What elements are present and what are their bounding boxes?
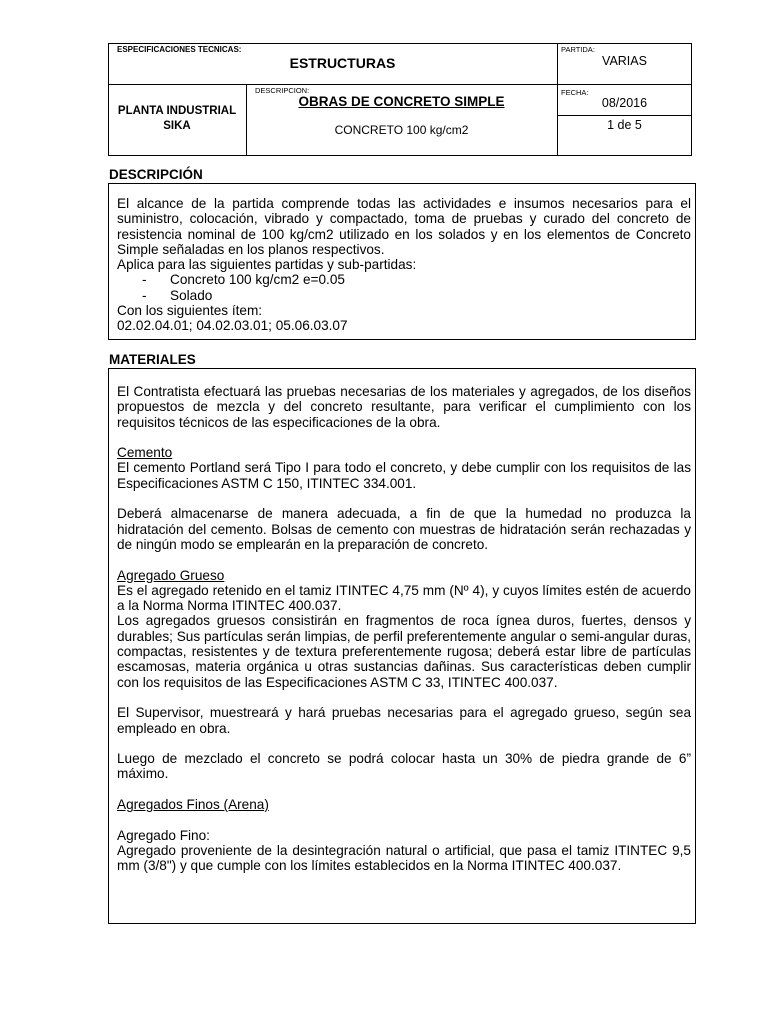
spacer <box>117 782 691 797</box>
header-date-divider <box>557 115 692 116</box>
bullet-text: Solado <box>170 287 213 303</box>
agregado-grueso-paragraph-2: Los agregados gruesos consistirán en fragmentos de roca ígnea duros, fuertes, densos y durables; Sus partículas serán limpias, de perfil preferentemente angular o semi-angular duras, compactas, resistentes y de textura preferentemente rugosa; deberá estar libre de partículas escamosas, materia orgánica u otras sustancias dañinas. Sus características deben cumplir con los requisitos de las Especificaciones ASTM C 33, ITINTEC 400.037. <box>117 613 691 690</box>
fecha-label: FECHA: <box>561 88 589 97</box>
descripcion-title: OBRAS DE CONCRETO SIMPLE <box>298 94 505 109</box>
spacer <box>117 812 691 827</box>
agregado-grueso-paragraph-4: Luego de mezclado el concreto se podrá colocar hasta un 30% de piedra grande de 6” máximo. <box>117 751 691 782</box>
partida-value: VARIAS <box>602 54 647 68</box>
plant-name <box>108 104 246 134</box>
spacer <box>117 430 691 445</box>
spacer <box>117 491 691 506</box>
materiales-content <box>117 384 691 874</box>
items-list: 02.02.04.01; 04.02.03.01; 05.06.03.07 <box>117 318 348 334</box>
fecha-value: 08/2016 <box>601 96 648 110</box>
plant-line2: SIKA <box>163 120 191 132</box>
bullet-text: Concreto 100 kg/cm2 e=0.05 <box>170 272 345 288</box>
agregado-fino-paragraph: Agregado proveniente de la desintegración natural o artificial, que pasa el tamiz ITINTEC 9,5 mm (3/8") y que cumple con los límites establecidos en la Norma ITINTEC 400.037. <box>117 842 691 874</box>
page-info: 1 de 5 <box>607 118 642 132</box>
agregado-grueso-paragraph-1: Es el agregado retenido en el tamiz ITINTEC 4,75 mm (Nº 4), y cuyos límites estén de acuerdo a la Norma Norma ITINTEC 400.037. <box>117 582 691 614</box>
cemento-title: Cemento <box>117 445 173 461</box>
descripcion-heading: DESCRIPCIÓN <box>109 167 203 182</box>
descripcion-paragraph: El alcance de la partida comprende todas las actividades e insumos necesarios para el suministro, colocación, vibrado y compactado, toma de pruebas y curado del concreto de resistencia nominal de 100 kg/cm2 utilizado en los solados y en los elementos de Concreto Simple señaladas en los planos respectivos. <box>117 196 691 257</box>
spacer <box>117 736 691 751</box>
agregado-grueso-title: Agregado Grueso <box>117 567 225 583</box>
partida-label: PARTIDA: <box>561 45 595 54</box>
descripcion-content <box>117 196 691 334</box>
spacer <box>117 690 691 705</box>
spacer <box>117 552 691 567</box>
cemento-paragraph-2: Deberá almacenarse de manera adecuada, a fin de que la humedad no produzca la hidratación del cemento. Bolsas de cemento con muestras de hidratación serán rechazadas y de ningún modo se emplearán en la preparación de concreto. <box>117 506 691 552</box>
descripcion-subtitle: CONCRETO 100 kg/cm2 <box>334 123 469 137</box>
materiales-heading: MATERIALES <box>109 352 196 367</box>
plant-line1: PLANTA INDUSTRIAL <box>117 105 237 117</box>
list-item <box>117 272 691 287</box>
header-row-divider <box>108 84 692 85</box>
descripcion-label: DESCRIPCION: <box>255 86 310 95</box>
agregado-grueso-paragraph-3: El Supervisor, muestreará y hará pruebas necesarias para el agregado grueso, según sea empleado en obra. <box>117 705 691 736</box>
materiales-intro: El Contratista efectuará las pruebas necesarias de los materiales y agregados, de los diseños propuestos de mezcla y del concreto resultante, para verificar el cumplimiento con los requisitos técnicos de las especificaciones de la obra. <box>117 384 691 430</box>
items-label: Con los siguientes ítem: <box>117 303 263 319</box>
cemento-paragraph-1: El cemento Portland será Tipo I para todo el concreto, y debe cumplir con los requisitos de las Especificaciones ASTM C 150, ITINTEC 334.001. <box>117 460 691 491</box>
specs-label: ESPECIFICACIONES TECNICAS: <box>117 45 242 54</box>
bullet-marker: - <box>142 287 147 303</box>
main-title: ESTRUCTURAS <box>289 55 396 71</box>
agregados-finos-title: Agregados Finos (Arena) <box>117 797 269 813</box>
bullet-marker: - <box>142 272 147 288</box>
list-item <box>117 288 691 303</box>
aplica-line: Aplica para las siguientes partidas y sub-partidas: <box>117 257 417 273</box>
agregado-fino-label: Agregado Fino: <box>117 827 210 843</box>
